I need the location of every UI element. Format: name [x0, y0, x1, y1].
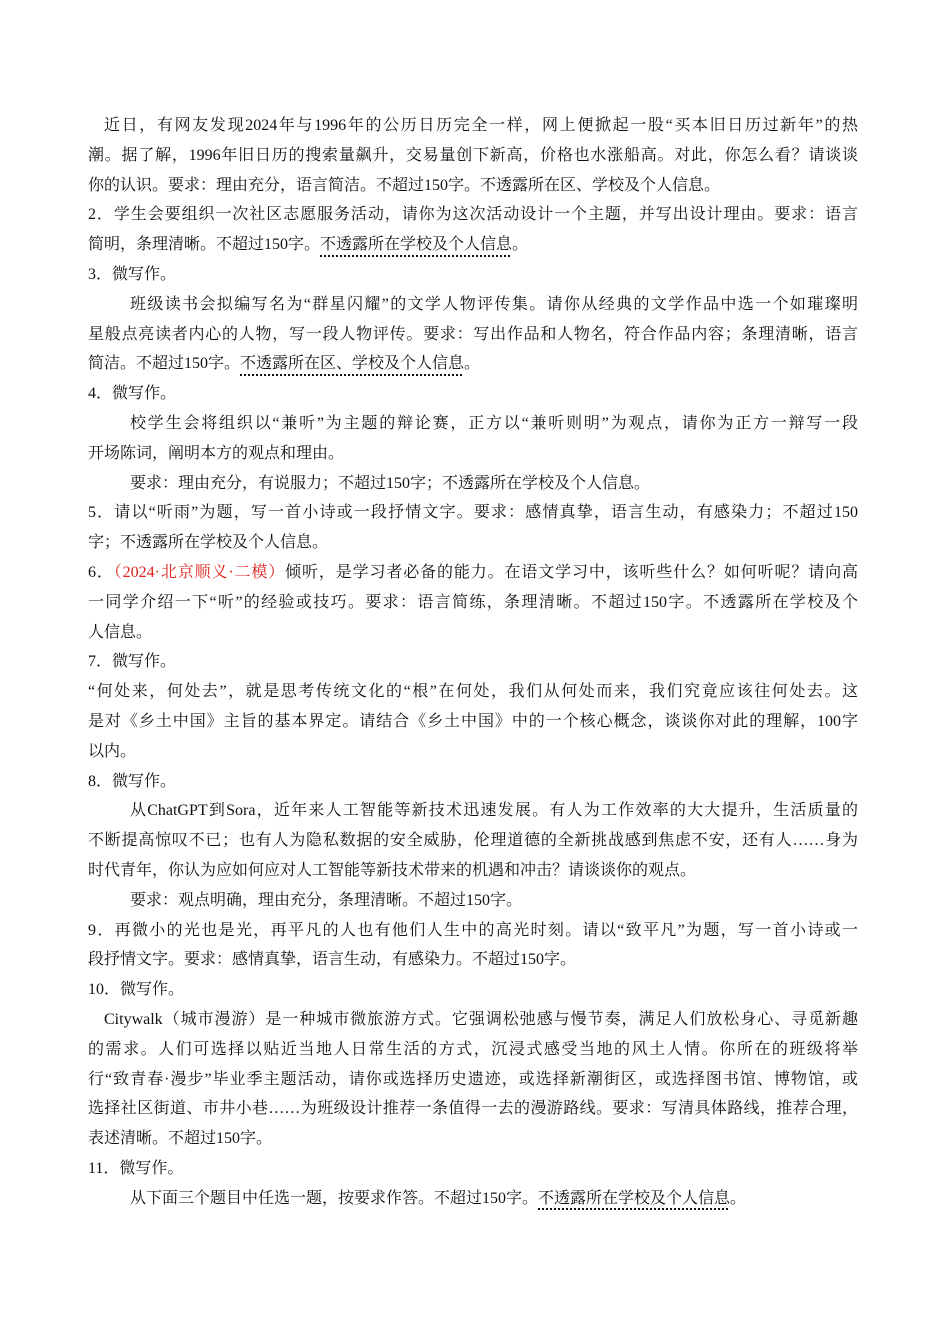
text-line	[88, 230, 858, 260]
paragraph	[88, 290, 858, 379]
text-line: 表述清晰。不超过150字。	[88, 1130, 273, 1148]
paragraph	[88, 916, 858, 976]
text-line: 人信息。	[88, 623, 153, 641]
paragraph	[88, 677, 858, 766]
text-line: 以内。	[88, 742, 137, 760]
text-line	[88, 349, 858, 379]
text-line: 8．微写作。	[88, 772, 177, 790]
text-line: 从ChatGPT到Sora，近年来人工智能等新技术迅速发展。有人为工作效率的大大提升，生活质量的	[130, 802, 858, 820]
document-body	[88, 111, 858, 1213]
text-line: 字；不透露所在学校及个人信息。	[88, 534, 329, 552]
text-line: 段抒情文字。要求：感情真挚，语言生动，有感染力。不超过150字。	[88, 951, 577, 969]
text-line	[88, 1184, 858, 1214]
text-line: 的需求。人们可选择以贴近当地人日常生活的方式，沉浸式感受当地的风土人情。你所在的班级将举	[88, 1040, 858, 1058]
question-heading	[88, 379, 858, 409]
question-heading	[88, 767, 858, 797]
text-segment: 。	[512, 236, 529, 254]
text-segment: 从下面三个题目中任选一题，按要求作答。不超过150字。	[130, 1189, 539, 1207]
text-line: 近日，有网友发现2024年与1996年的公历日历完全一样，网上便掀起一股“买本旧日历过新年”的热	[104, 117, 858, 134]
text-line: 班级读书会拟编写名为“群星闪耀”的文学人物评传集。请你从经典的文学作品中选一个如璀璨明	[130, 295, 858, 313]
text-line: 不断提高惊叹不已；也有人为隐私数据的安全威胁，伦理道德的全新挑战感到焦虑不安，还有人……身为	[88, 832, 858, 850]
emphasized-text: 不透露所在区、学校及个人信息	[240, 355, 465, 373]
paragraph	[88, 886, 858, 916]
text-line: 4．微写作。	[88, 385, 177, 403]
text-segment: 简洁。不超过150字。	[88, 355, 241, 373]
question-heading	[88, 260, 858, 290]
source-tag: （2024·北京顺义·二模）	[113, 563, 286, 581]
paragraph	[88, 796, 858, 885]
text-line: 要求：观点明确，理由充分，条理清晰。不超过150字。	[130, 891, 523, 909]
paragraph	[88, 111, 858, 200]
question-heading	[88, 647, 858, 677]
paragraph	[88, 558, 858, 647]
emphasized-text: 不透露所在学校及个人信息	[320, 236, 513, 254]
text-segment: 简明，条理清晰。不超过150字。	[88, 236, 321, 254]
text-segment: 倾听，是学习者必备的能力。在语文学习中，该听些什么？如何听呢？请向高	[285, 563, 858, 581]
text-line: 星般点亮读者内心的人物，写一段人物评传。要求：写出作品和人物名，符合作品内容；条理清晰，语言	[88, 325, 858, 343]
text-line: 2．学生会要组织一次社区志愿服务活动，请你为这次活动设计一个主题，并写出设计理由。要求：语言	[88, 206, 858, 224]
text-segment: 6．	[88, 563, 114, 581]
text-line	[88, 558, 858, 588]
text-line: “何处来，何处去”，就是思考传统文化的“根”在何处，我们从何处而来，我们究竟应该往何处去。这	[88, 683, 858, 701]
text-line: 要求：理由充分，有说服力；不超过150字；不透露所在学校及个人信息。	[130, 474, 651, 492]
paragraph	[88, 498, 858, 558]
question-heading	[88, 975, 858, 1005]
text-line: 行“致青春·漫步”毕业季主题活动，请你或选择历史遗迹，或选择新潮街区，或选择图书馆、博物馆，或	[88, 1070, 858, 1088]
text-line: 你的认识。要求：理由充分，语言简洁。不超过150字。不透露所在区、学校及个人信息。	[88, 176, 721, 194]
paragraph	[88, 1005, 858, 1154]
text-line: 潮。据了解，1996年旧日历的搜索量飙升，交易量创下新高，价格也水涨船高。对此，你怎么看？请谈谈	[88, 146, 858, 164]
emphasized-text: 不透露所在学校及个人信息	[538, 1189, 731, 1207]
text-line: 7．微写作。	[88, 653, 177, 671]
paragraph	[88, 469, 858, 499]
text-line: 校学生会将组织以“兼听”为主题的辩论赛，正方以“兼听则明”为观点，请你为正方一辩写一段	[130, 414, 858, 432]
text-segment: 。	[730, 1189, 747, 1207]
paragraph	[88, 200, 858, 260]
text-line: Citywalk（城市漫游）是一种城市微旅游方式。它强调松弛感与慢节奏，满足人们放松身心、寻觅新趣	[104, 1010, 858, 1028]
text-line: 9．再微小的光也是光，再平凡的人也有他们人生中的高光时刻。请以“致平凡”为题，写一首小诗或一	[88, 921, 858, 939]
question-heading	[88, 1154, 858, 1184]
text-line: 11．微写作。	[88, 1159, 184, 1177]
paragraph	[88, 1184, 858, 1214]
text-line: 是对《乡土中国》主旨的基本界定。请结合《乡土中国》中的一个核心概念，谈谈你对此的理解，100字	[88, 712, 858, 730]
text-line: 选择社区街道、市井小巷……为班级设计推荐一条值得一去的漫游路线。要求：写清具体路线，推荐合理，	[88, 1100, 858, 1118]
text-line: 3．微写作。	[88, 265, 177, 283]
paragraph	[88, 409, 858, 469]
text-segment: 。	[464, 355, 481, 373]
text-line: 10．微写作。	[88, 981, 185, 999]
text-line: 5．请以“听雨”为题，写一首小诗或一段抒情文字。要求：感情真挚，语言生动，有感染力；不超过150	[88, 504, 858, 522]
text-line: 一同学介绍一下“听”的经验或技巧。要求：语言简练，条理清晰。不超过150字。不透露所在学校及个	[88, 593, 858, 611]
text-line: 开场陈词，阐明本方的观点和理由。	[88, 444, 345, 462]
text-line: 时代青年，你认为应如何应对人工智能等新技术带来的机遇和冲击？请谈谈你的观点。	[88, 861, 697, 879]
